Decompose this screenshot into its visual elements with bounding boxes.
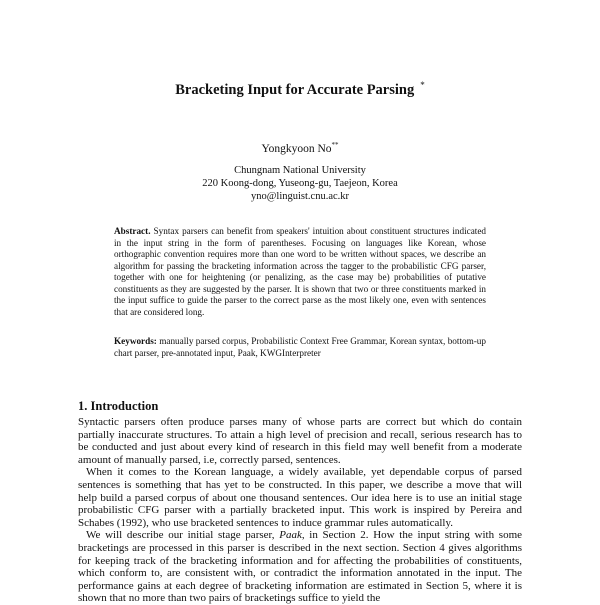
title-footnote-mark: * bbox=[420, 80, 425, 90]
affiliation-block bbox=[0, 164, 600, 203]
keywords bbox=[114, 336, 486, 359]
keywords-text: manually parsed corpus, Probabilistic Context Free Grammar, Korean syntax, bottom-up chart parser, pre-annotated input, Paak, KWGInterpreter bbox=[114, 336, 486, 358]
affiliation-email: yno@linguist.cnu.ac.kr bbox=[250, 191, 350, 202]
intro-paragraph-3 bbox=[78, 529, 522, 605]
abstract-label: Abstract. bbox=[114, 226, 151, 236]
affiliation-university: Chungnam National University bbox=[234, 165, 366, 176]
paper-title bbox=[0, 80, 600, 99]
intro-p3-rest: , in Section 2. How the input string with some bracketings are processed in this parser is described in the next section. Section 4 gives algorithms for keeping track of the bracketing information and for affecting the probabilities of constituents, which conform to, are consistent with, or contradict the information annotated in the input. The performance gains at each degree of bracketing information are estimated in Section 5, where it is shown that no more than two pairs of bracketings suffice to yield the bbox=[78, 529, 523, 605]
intro-p3-start: We will describe our initial stage parser, bbox=[86, 529, 275, 542]
intro-paragraph-2: When it comes to the Korean language, a widely available, yet dependable corpus of parsed sentences is something that has yet to be constructed. In this paper, we describe a move that will help build a parsed corpus of about one thousand sentences. Our idea here is to use an initial stage probabilistic CFG parser with a partially bracketed input. This work is inspired by Pereira and Schabes (1992), who use bracketed sentences to induce grammar rules automatically. bbox=[78, 466, 522, 529]
keywords-label: Keywords: bbox=[114, 336, 157, 346]
introduction-body bbox=[78, 416, 522, 605]
section-heading-introduction: 1. Introduction bbox=[78, 399, 159, 413]
author-name bbox=[0, 141, 600, 155]
title-text: Bracketing Input for Accurate Parsing bbox=[175, 82, 415, 98]
intro-paragraph-1: Syntactic parsers often produce parses many of whose parts are correct but which do contain partially inaccurate structures. To attain a high level of precision and recall, serious research has to be conducted and just about every kind of research in this field may well benefit from a moderate amount of manually parsed, i.e, correctly parsed, sentences. bbox=[78, 416, 522, 466]
affiliation-address: 220 Koong-dong, Yuseong-gu, Taejeon, Korea bbox=[202, 178, 398, 189]
parser-name: Paak bbox=[279, 529, 302, 542]
abstract bbox=[114, 226, 486, 318]
author-footnote-mark: ** bbox=[331, 141, 339, 149]
abstract-text: Syntax parsers can benefit from speakers' intuition about constituent structures indicated in the input string in the form of parentheses. Focusing on languages like Korean, whose orthographic convention requires more than one word to be written without spaces, we describe an algorithm for passing the bracketing information across the tagger to the probabilistic CFG parser, together with one for heightening (or penalizing, as the case may be) probabilities of putative constituents as they are suggested by the parser. It is shown that two or three constituents marked in the input suffice to guide the parser to the correct parse as the most likely one, even with sentences that are considered long. bbox=[114, 226, 487, 317]
author-text: Yongkyoon No bbox=[261, 143, 332, 155]
